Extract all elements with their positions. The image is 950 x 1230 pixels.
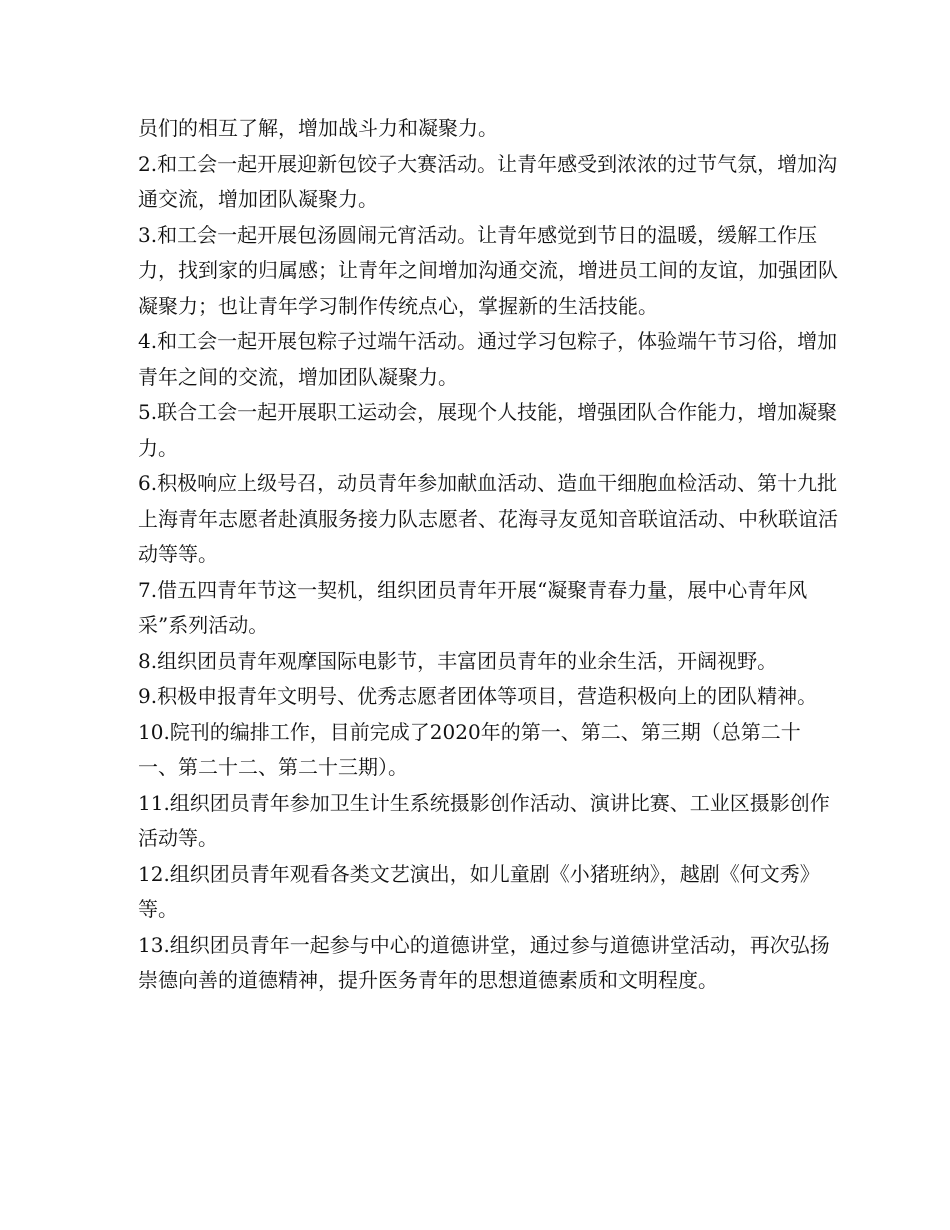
paragraph-item-7: 7.借五四青年节这一契机，组织团员青年开展“凝聚青春力量，展中心青年风采”系列活动。 xyxy=(138,577,808,637)
paragraph-item-10: 10.院刊的编排工作，目前完成了2020年的第一、第二、第三期（总第二十一、第二十二、第二十三期）。 xyxy=(138,719,801,779)
paragraph-item-13: 13.组织团员青年一起参与中心的道德讲堂，通过参与道德讲堂活动，再次弘扬崇德向善的道德精神，提升医务青年的思想道德素质和文明程度。 xyxy=(138,932,830,992)
paragraph-item-12: 12.组织团员青年观看各类文艺演出，如儿童剧《小猪班纳》，越剧《何文秀》等。 xyxy=(138,861,820,921)
paragraph-item-5: 5.联合工会一起开展职工运动会，展现个人技能，增强团队合作能力，增加凝聚力。 xyxy=(138,400,838,460)
paragraph-item-6: 6.积极响应上级号召，动员青年参加献血活动、造血干细胞血检活动、第十九批上海青年志愿者赴滇服务接力队志愿者、花海寻友觅知音联谊活动、中秋联谊活动等等。 xyxy=(138,471,838,566)
paragraph-item-4: 4.和工会一起开展包粽子过端午活动。通过学习包粽子，体验端午节习俗，增加青年之间的交流，增加团队凝聚力。 xyxy=(138,329,838,389)
paragraph-item-2: 2.和工会一起开展迎新包饺子大赛活动。让青年感受到浓浓的过节气氛，增加沟通交流，增加团队凝聚力。 xyxy=(138,151,838,211)
paragraph-item-11: 11.组织团员青年参加卫生计生系统摄影创作活动、演讲比赛、工业区摄影创作活动等。 xyxy=(138,790,830,850)
paragraph-item-8: 8.组织团员青年观摩国际电影节，丰富团员青年的业余生活，开阔视野。 xyxy=(138,648,778,673)
document-body xyxy=(138,111,838,999)
paragraph-item-9: 9.积极申报青年文明号、优秀志愿者团体等项目，营造积极向上的团队精神。 xyxy=(138,684,818,708)
paragraph-continuation: 员们的相互了解，增加战斗力和凝聚力。 xyxy=(138,116,498,140)
paragraph-item-3: 3.和工会一起开展包汤圆闹元宵活动。让青年感觉到节日的温暖，缓解工作压力，找到家的归属感；让青年之间增加沟通交流，增进员工间的友谊，加强团队凝聚力；也让青年学习制作传统点心，掌握新的生活技能。 xyxy=(138,222,838,318)
